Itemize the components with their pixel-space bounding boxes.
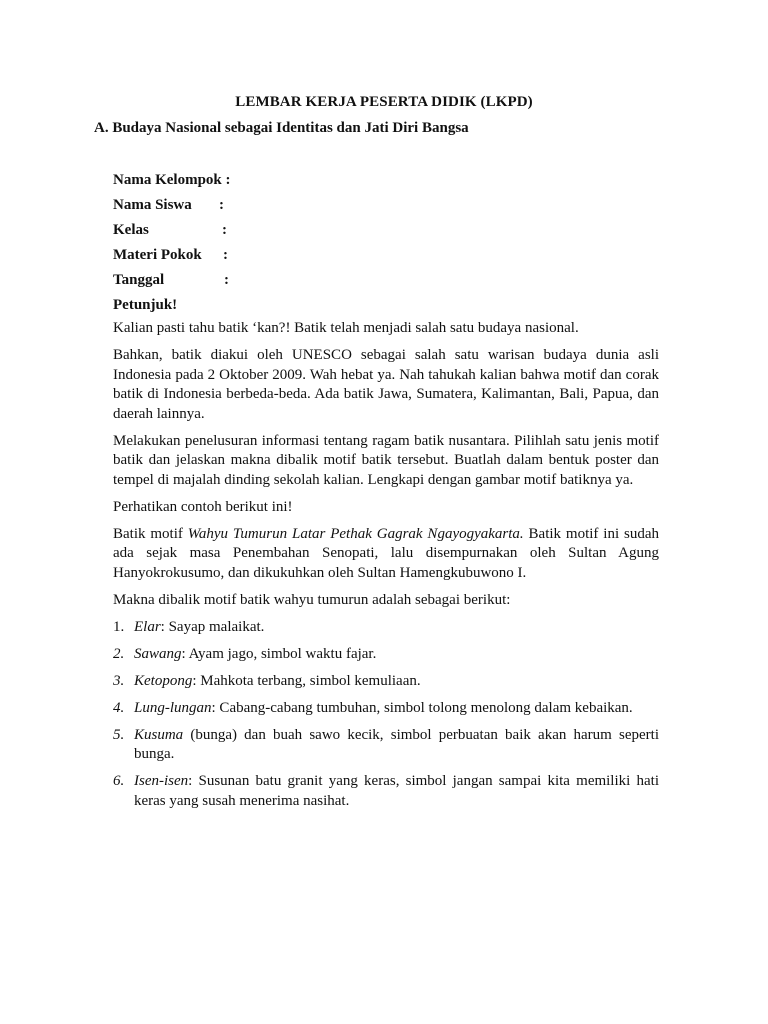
list-term: Ketopong: [134, 672, 193, 689]
document-body: [113, 319, 659, 819]
field-label: Materi Pokok: [113, 247, 202, 263]
example-suffix: Batik motif ini sudah ada sejak masa Penembahan Senopati, lalu disempurnakan oleh Sultan Agung Hanyokrokusumo, dan dikukuhkan oleh Sultan Hamengkubuwono I.: [113, 525, 660, 581]
list-item: [113, 645, 659, 665]
instructions-label-row: [113, 296, 231, 321]
list-marker: 3.: [113, 672, 125, 689]
list-description: : Ayam jago, simbol waktu fajar.: [181, 645, 377, 662]
document-title: LEMBAR KERJA PESERTA DIDIK (LKPD): [235, 94, 533, 110]
field-nama-kelompok: [113, 171, 231, 196]
paragraph-example-intro: Perhatikan contoh berikut ini!: [113, 498, 293, 515]
section-heading: A. Budaya Nasional sebagai Identitas dan Jati Diri Bangsa: [94, 120, 469, 136]
paragraph-unesco: Bahkan, batik diakui oleh UNESCO sebagai salah satu warisan budaya dunia asli Indonesia pada 2 Oktober 2009. Wah hebat ya. Nah tahukah kalian bahwa motif dan corak batik di Indonesia berbeda-beda. Ada batik Jawa, Sumatera, Kalimantan, Bali, Papua, dan daerah lainnya.: [113, 347, 659, 422]
list-description: : Sayap malaikat.: [160, 618, 265, 635]
list-marker: 2.: [113, 645, 125, 662]
example-motif-name: Wahyu Tumurun Latar Pethak Gagrak Ngayogyakarta.: [187, 525, 524, 542]
field-kelas: [113, 221, 231, 246]
list-description: : Mahkota terbang, simbol kemuliaan.: [192, 672, 421, 689]
list-description: (bunga) dan buah sawo kecik, simbol perbuatan baik akan harum seperti bunga.: [134, 726, 659, 762]
meaning-list: [113, 618, 659, 812]
list-item: [113, 672, 659, 692]
field-label: Nama Kelompok :: [113, 172, 231, 188]
list-term: Lung-lungan: [134, 699, 212, 716]
list-term: Sawang: [134, 645, 182, 662]
list-marker: 5.: [113, 726, 125, 743]
paragraph-task: Melakukan penelusuran informasi tentang ragam batik nusantara. Pilihlah satu jenis motif batik dan jelaskan makna dibalik motif batik tersebut. Buatlah dalam bentuk poster dan tempel di majalah dinding sekolah kalian. Lengkapi dengan gambar motif batiknya ya.: [113, 432, 659, 488]
paragraph-meaning-intro: Makna dibalik motif batik wahyu tumurun adalah sebagai berikut:: [113, 591, 511, 608]
example-prefix: Batik motif: [113, 525, 188, 542]
field-materi-pokok: [113, 246, 231, 271]
field-colon: :: [222, 222, 227, 238]
list-marker: 1.: [113, 618, 125, 635]
field-colon: :: [223, 247, 228, 263]
field-tanggal: [113, 271, 231, 296]
list-term: Elar: [134, 618, 161, 635]
field-label: Kelas: [113, 222, 149, 238]
list-item: [113, 618, 659, 638]
instructions-label: Petunjuk!: [113, 297, 178, 313]
field-colon: :: [219, 197, 224, 213]
paragraph-example: [113, 525, 659, 584]
field-label: Tanggal: [113, 272, 165, 288]
list-item: [113, 772, 659, 811]
list-item: [113, 726, 659, 765]
field-label: Nama Siswa: [113, 197, 192, 213]
list-marker: 4.: [113, 699, 125, 716]
list-term: Kusuma: [134, 726, 184, 743]
list-description: : Cabang-cabang tumbuhan, simbol tolong menolong dalam kebaikan.: [211, 699, 633, 716]
list-term: Isen-isen: [134, 773, 189, 789]
list-item: [113, 699, 659, 719]
list-description: : Susunan batu granit yang keras, simbol jangan sampai kita memiliki hati keras yang susah menerima nasihat.: [134, 773, 659, 809]
field-colon: :: [224, 272, 229, 288]
identity-fields: [113, 171, 231, 321]
field-nama-siswa: [113, 196, 231, 221]
paragraph-intro: Kalian pasti tahu batik ‘kan?! Batik telah menjadi salah satu budaya nasional.: [113, 320, 579, 336]
list-marker: 6.: [113, 773, 125, 789]
